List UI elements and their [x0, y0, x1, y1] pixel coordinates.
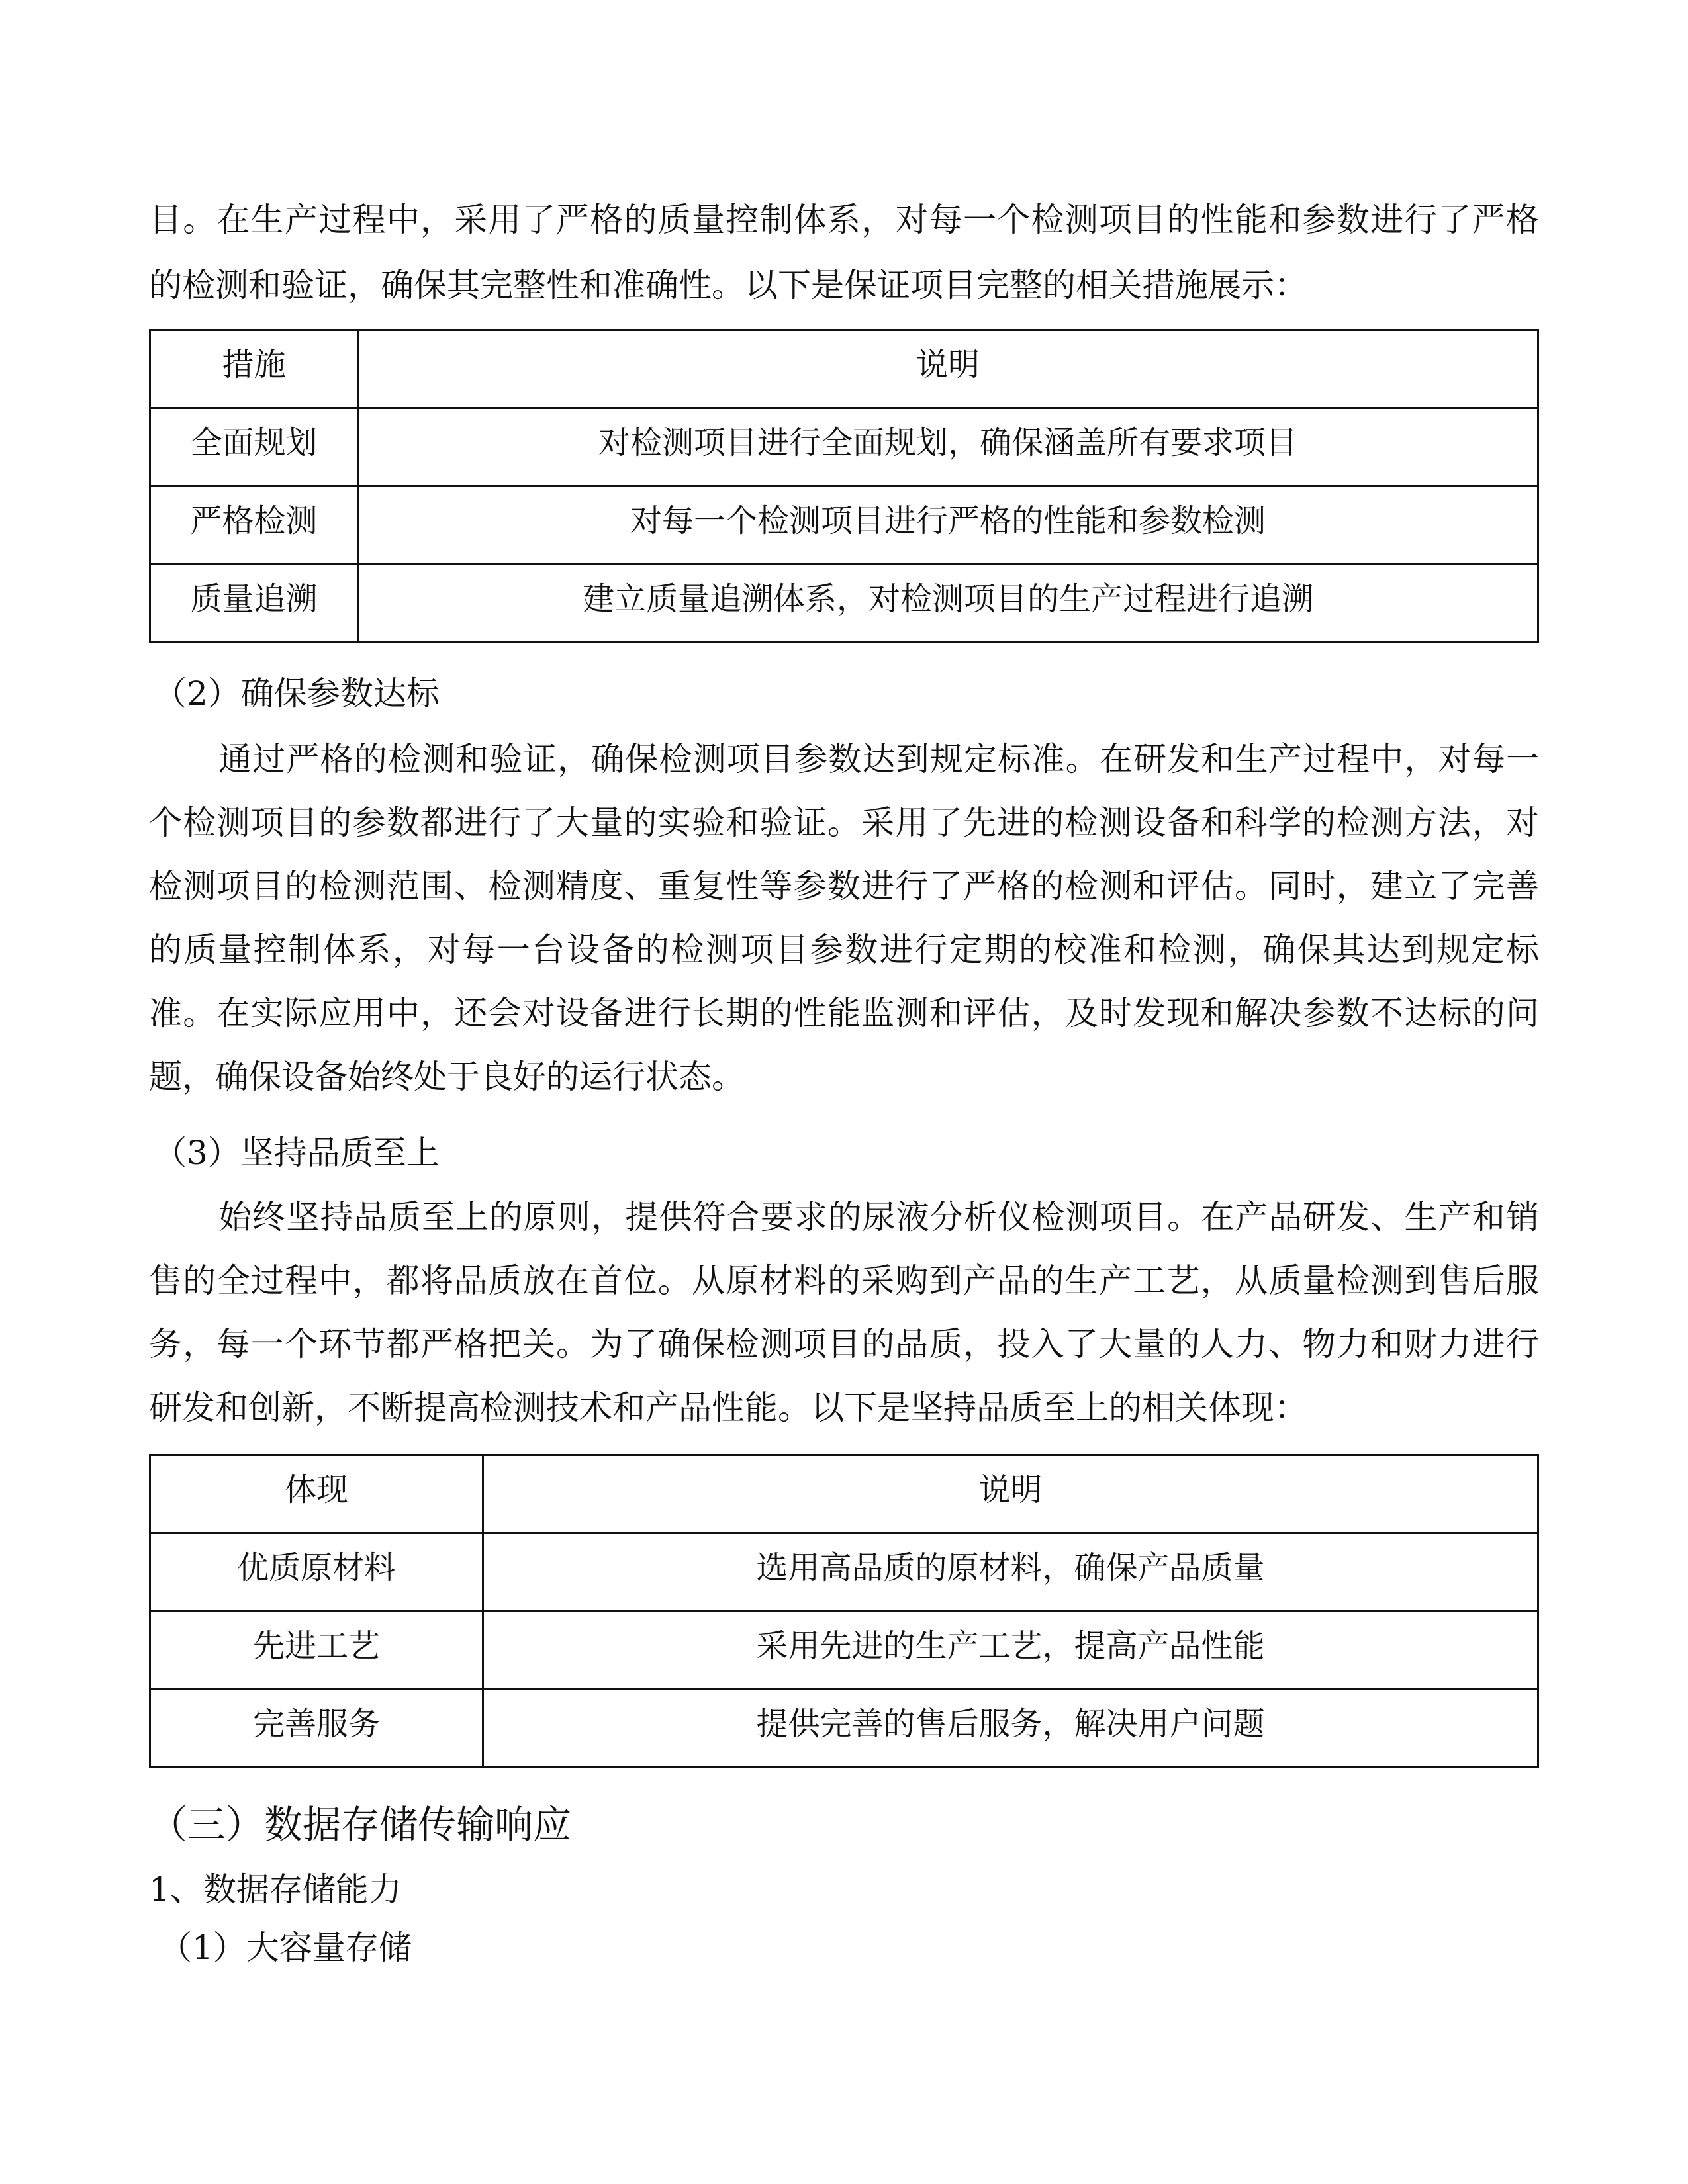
table-cell: 严格检测 — [150, 486, 358, 565]
section-heading: （3）坚持品质至上 — [154, 1134, 440, 1172]
paragraph-line: 研发和创新，不断提高检测技术和产品性能。以下是坚持品质至上的相关体现： — [149, 1388, 1307, 1427]
paragraph-line: 检测项目的检测范围、检测精度、重复性等参数进行了严格的检测和评估。同时，建立了完善 — [149, 867, 1539, 905]
table-cell: 优质原材料 — [150, 1533, 483, 1612]
table-cell: 对每一个检测项目进行严格的性能和参数检测 — [358, 486, 1538, 565]
table-header: 说明 — [483, 1455, 1538, 1533]
subsection-heading: （1）大容量存储 — [159, 1929, 412, 1967]
table-row — [150, 1612, 1538, 1690]
table-header: 说明 — [358, 330, 1538, 408]
table-row — [150, 486, 1538, 565]
measures-table — [149, 329, 1539, 643]
table-cell: 提供完善的售后服务，解决用户问题 — [483, 1690, 1538, 1768]
subsection-heading: 1、数据存储能力 — [149, 1870, 402, 1909]
paragraph-line: 通过严格的检测和验证，确保检测项目参数达到规定标准。在研发和生产过程中，对每一 — [218, 740, 1539, 778]
paragraph-line: 务，每一个环节都严格把关。为了确保检测项目的品质，投入了大量的人力、物力和财力进行 — [149, 1325, 1539, 1363]
table-cell: 对检测项目进行全面规划，确保涵盖所有要求项目 — [358, 408, 1538, 486]
table-row — [150, 565, 1538, 643]
paragraph-line: 的质量控制体系，对每一台设备的检测项目参数进行定期的校准和检测，确保其达到规定标 — [149, 931, 1539, 969]
intro-line: 的检测和验证，确保其完整性和准确性。以下是保证项目完整的相关措施展示： — [149, 266, 1307, 304]
table-header-row — [150, 1455, 1538, 1533]
table-cell: 全面规划 — [150, 408, 358, 486]
table-row — [150, 1690, 1538, 1768]
table-header: 措施 — [150, 330, 358, 408]
paragraph-line: 准。在实际应用中，还会对设备进行长期的性能监测和评估，及时发现和解决参数不达标的问 — [149, 994, 1539, 1032]
table-cell: 完善服务 — [150, 1690, 483, 1768]
section-heading: （2）确保参数达标 — [154, 674, 440, 713]
quality-table — [149, 1454, 1539, 1768]
table-row — [150, 1533, 1538, 1612]
table-cell: 选用高品质的原材料，确保产品质量 — [483, 1533, 1538, 1612]
paragraph-line: 个检测项目的参数都进行了大量的实验和验证。采用了先进的检测设备和科学的检测方法，对 — [149, 803, 1539, 842]
paragraph-line: 始终坚持品质至上的原则，提供符合要求的尿液分析仪检测项目。在产品研发、生产和销 — [218, 1198, 1539, 1236]
table-cell: 建立质量追溯体系，对检测项目的生产过程进行追溯 — [358, 565, 1538, 643]
table-cell: 质量追溯 — [150, 565, 358, 643]
table-cell: 先进工艺 — [150, 1612, 483, 1690]
table-cell: 采用先进的生产工艺，提高产品性能 — [483, 1612, 1538, 1690]
paragraph-line: 售的全过程中，都将品质放在首位。从原材料的采购到产品的生产工艺，从质量检测到售后服 — [149, 1261, 1539, 1300]
table-header: 体现 — [150, 1455, 483, 1533]
intro-line: 目。在生产过程中，采用了严格的质量控制体系，对每一个检测项目的性能和参数进行了严格 — [149, 201, 1539, 239]
table-header-row — [150, 330, 1538, 408]
chapter-heading: （三）数据存储传输响应 — [149, 1802, 572, 1847]
paragraph-line: 题，确保设备始终处于良好的运行状态。 — [149, 1058, 745, 1096]
table-row — [150, 408, 1538, 486]
